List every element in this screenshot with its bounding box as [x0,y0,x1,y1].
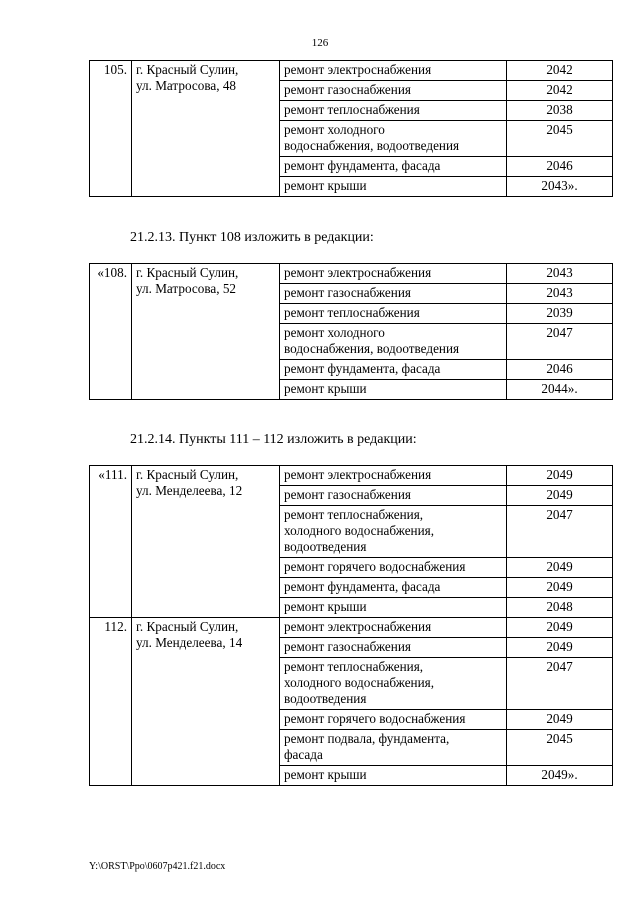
work-type-cell [280,284,507,304]
work-type-cell [280,710,507,730]
cell-line: ремонт крыши [284,767,367,782]
section-heading-21-2-13: 21.2.13. Пункт 108 изложить в редакции: [130,230,374,245]
work-type-cell [280,766,507,786]
cell-line: ул. Менделеева, 12 [136,483,243,498]
address-cell [132,618,280,786]
work-type-cell [280,324,507,360]
cell-line: холодного водоснабжения, [284,523,435,538]
address-cell [132,466,280,618]
table-row [90,264,613,284]
year-cell: 2046 [507,157,613,177]
cell-line: водоотведения [284,539,367,554]
work-type-cell [280,177,507,197]
work-type-cell [280,121,507,157]
year-cell: 2043 [507,264,613,284]
year-cell: 2042 [507,61,613,81]
work-type-cell [280,506,507,558]
cell-line: холодного водоснабжения, [284,675,435,690]
item-number: «111. [90,466,132,618]
item-number: 112. [90,618,132,786]
table-row [90,618,613,638]
cell-line: водоотведения [284,691,367,706]
table-item-108 [89,263,613,400]
table-row [90,466,613,486]
address-cell [132,61,280,197]
cell-line: ремонт подвала, фундамента, [284,731,450,746]
work-type-cell [280,730,507,766]
cell-line: г. Красный Сулин, [136,265,239,280]
cell-line: ремонт теплоснабжения [284,305,420,320]
table-items-111-112 [89,465,613,786]
cell-line: ремонт горячего водоснабжения [284,559,466,574]
cell-line: г. Красный Сулин, [136,62,239,77]
year-cell: 2043 [507,284,613,304]
work-type-cell [280,598,507,618]
file-path-footer: Y:\ORST\Ppo\0607p421.f21.docx [89,861,226,872]
cell-line: ремонт электроснабжения [284,62,432,77]
page-number: 126 [311,37,329,49]
work-type-cell [280,360,507,380]
cell-line: ул. Матросова, 52 [136,281,237,296]
year-cell: 2043». [507,177,613,197]
address-cell [132,264,280,400]
work-type-cell [280,486,507,506]
year-cell: 2049». [507,766,613,786]
cell-line: ул. Менделеева, 14 [136,635,243,650]
item-number: «108. [90,264,132,400]
year-cell: 2048 [507,598,613,618]
year-cell: 2042 [507,81,613,101]
cell-line: ремонт электроснабжения [284,265,432,280]
year-cell: 2047 [507,324,613,360]
table-row [90,61,613,81]
work-type-cell [280,101,507,121]
work-type-cell [280,304,507,324]
cell-line: ремонт крыши [284,381,367,396]
year-cell: 2047 [507,506,613,558]
work-type-cell [280,264,507,284]
cell-line: фасада [284,747,323,762]
cell-line: ремонт горячего водоснабжения [284,711,466,726]
cell-line: ремонт холодного [284,325,385,340]
cell-line: ремонт теплоснабжения [284,102,420,117]
year-cell: 2038 [507,101,613,121]
year-cell: 2049 [507,618,613,638]
cell-line: ремонт крыши [284,178,367,193]
item-number: 105. [90,61,132,197]
year-cell: 2046 [507,360,613,380]
cell-line: ремонт теплоснабжения, [284,659,424,674]
year-cell: 2049 [507,486,613,506]
table-item-105 [89,60,613,197]
work-type-cell [280,658,507,710]
cell-line: г. Красный Сулин, [136,619,239,634]
work-type-cell [280,578,507,598]
cell-line: ремонт фундамента, фасада [284,579,441,594]
year-cell: 2049 [507,578,613,598]
cell-line: ремонт фундамента, фасада [284,361,441,376]
cell-line: ул. Матросова, 48 [136,78,237,93]
cell-line: ремонт электроснабжения [284,467,432,482]
year-cell: 2047 [507,658,613,710]
cell-line: ремонт холодного [284,122,385,137]
work-type-cell [280,638,507,658]
year-cell: 2049 [507,710,613,730]
work-type-cell [280,157,507,177]
year-cell: 2039 [507,304,613,324]
cell-line: водоснабжения, водоотведения [284,341,460,356]
cell-line: ремонт теплоснабжения, [284,507,424,522]
work-type-cell [280,61,507,81]
cell-line: водоснабжения, водоотведения [284,138,460,153]
cell-line: ремонт газоснабжения [284,487,411,502]
year-cell: 2049 [507,638,613,658]
year-cell: 2044». [507,380,613,400]
cell-line: ремонт газоснабжения [284,639,411,654]
work-type-cell [280,466,507,486]
work-type-cell [280,81,507,101]
cell-line: ремонт электроснабжения [284,619,432,634]
cell-line: г. Красный Сулин, [136,467,239,482]
section-heading-21-2-14: 21.2.14. Пункты 111 – 112 изложить в редакции: [130,432,417,447]
cell-line: ремонт газоснабжения [284,285,411,300]
year-cell: 2045 [507,730,613,766]
cell-line: ремонт газоснабжения [284,82,411,97]
year-cell: 2049 [507,558,613,578]
work-type-cell [280,618,507,638]
year-cell: 2045 [507,121,613,157]
work-type-cell [280,558,507,578]
cell-line: ремонт крыши [284,599,367,614]
cell-line: ремонт фундамента, фасада [284,158,441,173]
work-type-cell [280,380,507,400]
year-cell: 2049 [507,466,613,486]
